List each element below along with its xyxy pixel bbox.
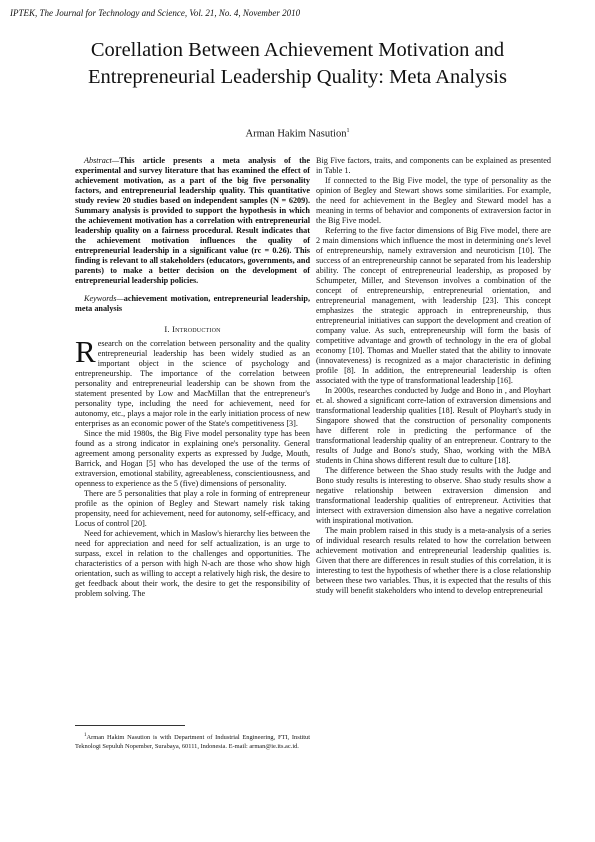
body-paragraph: The difference between the Shao study results with the Judge and Bono study results is interesting to observe. Shao study results show a negative relationship between extraversion dimension and transformational leadership qualities of entrepreneur. Activities that intersect with extraversion dimension also have a negative correlation with inspirational motivation. [316, 466, 551, 525]
footnote-mark: 1 [84, 733, 87, 738]
body-paragraph: The main problem raised in this study is a meta-analysis of a series of individual research results related to how the correlation between achievement motivation and entrepreneurial leadership qualities is. Given that there are differences in result studies of this correlation, it is interesting to test the hypothesis of whether there is a close relationship between these two variables. Thus, it is expected that the results of this study will benefit stakeholders who intend to develop entrepreneurial [316, 526, 551, 595]
introduction-left-body [75, 334, 310, 599]
footnote-divider [75, 725, 185, 726]
abstract-text: This article presents a meta analysis of the experimental and survey literature that has examined the effect of achievement motivation, as a part of the big five personality factors, and entrepreneurial leadership quality. This quantitative study review 20 studies based on independent samples (N = 6209). Summary analysis is provided to support the hypothesis in which the achievement motivation has a correlation with entrepreneurial leadership quality on a fairness procedural. Result indicates that the achievement motivation influences the quality of entrepreneurial leadership in a significant value (rc = 0.26). This finding is relevant to all stakeholders (educators, governments, and parents) to make a better decision on the development of entrepreneurial leadership policies. [75, 156, 310, 285]
footnote [75, 732, 310, 751]
body-paragraph: There are 5 personalities that play a role in forming of entrepreneur profile as the opinion of Begley and Stewart namely risk taking propensity, need for achievement, need for autonomy, self-efficacy, and Locus of control [20]. [75, 489, 310, 528]
abstract [75, 156, 310, 286]
footnote-text: Arman Hakim Nasution is with Department of Industrial Engineering, FTI, Institut Teknologi Sepuluh Nopember, Surabaya, 60111, Indonesia. E-mail: arman@ie.its.ac.id. [75, 734, 310, 750]
introduction-right-body [316, 156, 551, 596]
keywords-text: achievement motivation, entrepreneurial leadership, meta analysis [75, 294, 310, 313]
body-paragraph: Big Five factors, traits, and components can be explained as presented in Table 1. [316, 156, 551, 175]
paper-title: Corellation Between Achievement Motivation and Entrepreneurial Leadership Quality: Meta Analysis [88, 39, 507, 88]
body-paragraph: If connected to the Big Five model, the type of personality as the opinion of Begley and Stewart shows some similarities. For example, the need for achievement in the Begley and Steward model has a meaning in terms of behavior and components of extraversion factor in the Big Five model. [316, 176, 551, 225]
journal-header: IPTEK, The Journal for Technology and Science, Vol. 21, No. 4, November 2010 [10, 8, 301, 18]
keywords-label: Keywords— [84, 294, 124, 303]
drop-cap: R [75, 334, 96, 369]
right-column [316, 156, 551, 596]
body-paragraph: Referring to the five factor dimensions of Big Five model, there are 2 main dimensions which influence the most in determining one's level of entrepreneurship, namely extraversion and neuroticism [10]. The success of an entrepreneurship cannot be separated from his leadership ability. The concept of entrepreneurial leadership, as proposed by Schumpeter, Miller, and Stevenson involves a combination of the concept of entrepreneurship, entrepreneurial orientation, and entrepreneurial management, with leadership [23]. This concept emphasizes the strategic approach in entrepreneurship, thus entrepreneurial initiatives can support the development and creation of company value. As such, entrepreneurship will form the basis of competitive advantage and growth of technology in the era of global economy [10]. Thomas and Mueller stated that the ability to innovate (innovateveness) is recognized as a major characteristic in defining profile [8]. In addition, the entrepreneurial leadership is often associated with the type of transformational leadership [16]. [316, 226, 551, 385]
body-paragraph: Need for achievement, which in Maslow's hierarchy lies between the need for appreciation and need for self actualization, is an urge to surpass, excel in relation to the challenges and opportunities. The characteristics of a person with high N-ach are those who show high orientation, such as willing to accept a relatively high risk, the desire to get feedback about their work, the desire to get the responsibility of problem solving. The [75, 529, 310, 598]
section-heading-introduction: I. Introduction [164, 324, 221, 334]
author-line [0, 128, 595, 140]
body-paragraph: Research on the correlation between personality and the quality entrepreneurial leadership has been widely studied as an important object in the science of psychology and entrepreneurship. The importance of the correlation between personality and entrepreneurial leadership can be shown from the statement presented by Low and MacMillan that the entrepreneur's personality type, including the need for achievement, need for autonomy, etc., plays a major role in the early initiation process of new enterprises as an economic power of the State's competitiveness [3]. [75, 334, 310, 428]
keywords [75, 294, 310, 314]
body-paragraph: Since the mid 1980s, the Big Five model personality type has been found as a strong indicator in explaining one's personality. General agreement among personality experts as expressed by Judge, Mouth, Barrick, and Hogan [5] who has developed the use of the terms of extraversion, emotional stability, agreeableness, conscientiousness, and openness to experience as the 5 (five) dimensions of personality. [75, 429, 310, 488]
left-column [75, 156, 310, 599]
body-paragraph: In 2000s, researches conducted by Judge and Bono in , and Ployhart et. al. showed a significant corre-lation of extraversion dimensions and transformational leadership qualities [18]. Result of Ployhart's study in Singapore showed that the construction of personality components have different role in predicting the performance of the transformational leadership quality of an entrepreneur. Contrary to the results of Judge and Bono's study, Shao, working with the MBA students in China shows different result due to culture [18]. [316, 386, 551, 465]
abstract-label: Abstract— [84, 156, 120, 165]
abstract-paragraph [75, 156, 310, 286]
author-footnote-mark: 1 [346, 128, 350, 134]
author-name: Arman Hakim Nasution [245, 128, 347, 140]
